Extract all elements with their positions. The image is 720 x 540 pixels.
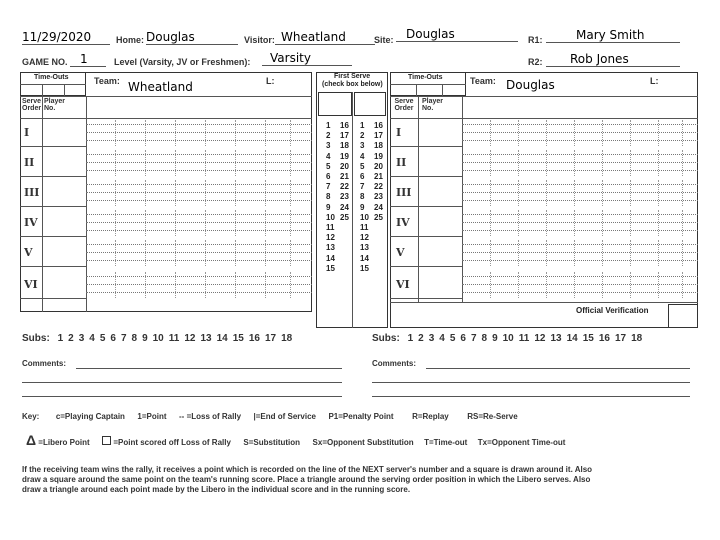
right-subs-label: Subs: — [372, 333, 400, 344]
right-rotation-6: VI — [396, 278, 410, 291]
running-score-left-a-number[interactable]: 7 — [326, 182, 331, 192]
left-player-no-label: Player No. — [44, 98, 66, 112]
sub-number[interactable]: 9 — [142, 333, 148, 344]
running-score-right-b-number[interactable]: 16 — [374, 121, 383, 130]
running-score-left-a-number[interactable]: 10 — [326, 212, 335, 222]
sub-number[interactable]: 2 — [68, 333, 74, 344]
running-score-left-b-number[interactable]: 22 — [340, 182, 349, 192]
visitor-team-field[interactable]: Wheatland — [275, 30, 375, 45]
running-score-left-a-number[interactable]: 9 — [326, 202, 331, 212]
running-score-left-a-number[interactable]: 4 — [326, 151, 331, 161]
site-label: Site: — [374, 35, 394, 45]
key-label: Key: — [22, 412, 40, 421]
triangle-icon: Δ — [26, 432, 37, 448]
running-score-right-a-number[interactable]: 9 — [360, 202, 365, 212]
running-score-right-a-number[interactable]: 5 — [360, 161, 365, 171]
sub-number[interactable]: 7 — [470, 333, 477, 344]
sub-number[interactable]: 10 — [152, 333, 164, 344]
date-field[interactable]: 11/29/2020 — [22, 30, 110, 45]
key-item: Sx=Opponent Substitution — [312, 438, 414, 447]
first-serve-label: First Serve — [334, 73, 371, 80]
running-score-right-a-number[interactable]: 6 — [360, 172, 365, 181]
left-score-line[interactable] — [86, 244, 312, 245]
right-score-line[interactable] — [462, 140, 698, 141]
running-score-left-b-number[interactable]: 16 — [340, 121, 349, 130]
left-score-line[interactable] — [86, 276, 312, 277]
sub-number[interactable]: 13 — [200, 333, 212, 344]
left-subs — [22, 333, 292, 344]
running-score-left-b-number[interactable]: 18 — [340, 141, 349, 151]
r1-field[interactable]: Mary Smith — [546, 28, 680, 43]
game-no-label: GAME NO. — [22, 57, 68, 67]
left-comments-line-3[interactable] — [22, 396, 342, 397]
official-verification-box[interactable] — [668, 304, 698, 328]
running-score-left-a-number[interactable]: 8 — [326, 192, 331, 202]
running-score-right-b-number[interactable]: 17 — [374, 131, 383, 141]
right-player-no-label: Player No. — [422, 98, 444, 112]
left-comments-line-2[interactable] — [22, 382, 342, 383]
left-rotation-6: VI — [24, 278, 38, 291]
right-score-line[interactable] — [462, 214, 698, 215]
site-field[interactable]: Douglas — [396, 27, 518, 42]
right-rotation-4: IV — [396, 216, 410, 229]
right-score-line[interactable] — [462, 124, 698, 125]
instruction-line: If the receiving team wins the rally, it receives a point which is recorded on the line of the NEXT server's number and a square is drawn around it. Also — [22, 465, 593, 474]
right-serve-order-label: Serve Order — [394, 98, 414, 112]
sub-number[interactable]: 18 — [631, 333, 643, 344]
right-score-line[interactable] — [462, 200, 698, 201]
left-serve-order-label: Serve Order — [22, 98, 42, 112]
instructions — [22, 465, 702, 495]
sub-number[interactable]: 4 — [89, 333, 95, 344]
sub-number[interactable]: 2 — [418, 333, 424, 344]
first-serve-checkbox-left[interactable] — [318, 92, 352, 116]
sub-number[interactable]: 12 — [534, 333, 546, 344]
running-score-left-a-number[interactable]: 2 — [326, 131, 331, 141]
game-no-field[interactable]: 1 — [70, 52, 106, 67]
left-score-line[interactable] — [86, 192, 312, 193]
left-score-line[interactable] — [86, 200, 312, 201]
key-row-2 — [26, 432, 565, 448]
sub-number[interactable]: 16 — [248, 333, 260, 344]
running-score-right-a-number[interactable]: 14 — [360, 253, 369, 263]
running-score-left-b-number[interactable]: 17 — [340, 131, 349, 141]
home-team-field[interactable]: Douglas — [146, 30, 238, 45]
key-item: S=Substitution — [243, 438, 301, 447]
sub-number[interactable]: 6 — [460, 333, 466, 344]
official-verification-label: Official Verification — [576, 306, 649, 315]
running-score-left-a-number[interactable]: 13 — [326, 243, 335, 253]
sub-number[interactable]: 3 — [428, 333, 435, 344]
sub-number[interactable]: 15 — [232, 333, 244, 344]
running-score-left-b-number[interactable]: 24 — [340, 202, 349, 212]
instruction-line: draw a square around the same point on the team's running score. Place a triangle around the serving order position in which the Libero serves. Also — [22, 475, 591, 484]
key-item: -- =Loss of Rally — [179, 412, 242, 421]
left-score-line[interactable] — [86, 132, 312, 133]
sub-number[interactable]: 17 — [614, 333, 627, 344]
visitor-label: Visitor: — [244, 35, 275, 45]
running-score-right-a-number[interactable]: 2 — [360, 131, 365, 141]
left-comments-line-1[interactable] — [76, 368, 342, 369]
sub-number[interactable]: 18 — [281, 333, 293, 344]
running-score-left-a-number[interactable]: 5 — [326, 161, 331, 171]
running-score-left-a-number[interactable]: 11 — [326, 223, 335, 232]
right-score-line[interactable] — [462, 154, 698, 155]
sub-number[interactable]: 9 — [492, 333, 498, 344]
right-team-label: Team: — [470, 76, 496, 86]
running-score-right-a-number[interactable]: 1 — [360, 121, 365, 130]
right-libero-label: L: — [650, 76, 659, 86]
running-score-right-a-number[interactable]: 10 — [360, 212, 369, 222]
running-score-right-b-number[interactable]: 25 — [374, 212, 383, 222]
right-score-line[interactable] — [462, 260, 698, 261]
left-score-line[interactable] — [86, 162, 312, 163]
running-score-right-a-number[interactable]: 3 — [360, 141, 365, 151]
right-score-line[interactable] — [462, 184, 698, 185]
running-score-left-b-number[interactable]: 19 — [340, 151, 349, 161]
left-rotation-5: V — [24, 246, 33, 259]
sub-number[interactable]: 10 — [502, 333, 514, 344]
key-item: =Point scored off Loss of Rally — [113, 438, 231, 447]
left-team-name[interactable]: Wheatland — [128, 80, 193, 94]
right-rotation-3: III — [396, 186, 412, 199]
first-serve-sublabel: (check box below) — [322, 81, 383, 88]
running-score-right-b-number[interactable]: 21 — [374, 172, 383, 181]
left-score-line[interactable] — [86, 284, 312, 285]
right-score-line[interactable] — [462, 292, 698, 293]
sub-number[interactable]: 1 — [407, 333, 414, 344]
running-score-left-a-number[interactable]: 12 — [326, 233, 335, 243]
left-rotation-3: III — [24, 186, 40, 199]
running-score-left-a-number[interactable]: 1 — [326, 121, 331, 130]
left-rotation-1: I — [24, 126, 30, 139]
left-team-label: Team: — [94, 76, 120, 86]
right-score-line[interactable] — [462, 192, 698, 193]
right-comments-label: Comments: — [372, 359, 417, 368]
key-item: c=Playing Captain — [55, 412, 125, 421]
sub-number[interactable]: 14 — [216, 333, 228, 344]
square-icon — [102, 436, 111, 445]
running-score-left-a-number[interactable]: 15 — [326, 263, 335, 273]
running-score-right-b-number[interactable]: 18 — [374, 141, 383, 151]
sub-number[interactable]: 5 — [99, 333, 106, 344]
key-item: 1=Point — [137, 412, 167, 421]
running-score-right-b-number[interactable]: 20 — [374, 161, 383, 171]
running-score-right-a-number[interactable]: 12 — [360, 233, 369, 243]
instruction-line: draw a triangle around each point made by the Libero in the individual score and in the running score. — [22, 485, 411, 494]
right-score-line[interactable] — [462, 222, 698, 223]
first-serve-checkbox-right[interactable] — [354, 92, 386, 116]
running-score-left-b-number[interactable]: 20 — [340, 161, 349, 171]
left-score-line[interactable] — [86, 154, 312, 155]
running-score-right-a-number[interactable]: 8 — [360, 192, 365, 202]
sub-number[interactable]: 7 — [120, 333, 127, 344]
left-libero-label: L: — [266, 76, 275, 86]
sub-number[interactable]: 8 — [481, 333, 488, 344]
right-timeouts-label: Time-Outs — [408, 74, 443, 81]
sub-number[interactable]: 15 — [582, 333, 594, 344]
sub-number[interactable]: 13 — [550, 333, 562, 344]
running-score-right-b-number[interactable]: 23 — [374, 192, 383, 202]
running-score-right-a-number[interactable]: 15 — [360, 263, 369, 273]
left-score-line[interactable] — [86, 140, 312, 141]
left-score-line[interactable] — [86, 230, 312, 231]
sub-number[interactable]: 14 — [566, 333, 578, 344]
sub-number[interactable]: 17 — [264, 333, 277, 344]
sub-number[interactable]: 5 — [449, 333, 456, 344]
left-timeouts-label: Time-Outs — [34, 74, 69, 81]
left-score-line[interactable] — [86, 292, 312, 293]
key-item: =Libero Point — [38, 438, 90, 447]
left-score-line[interactable] — [86, 252, 312, 253]
right-score-line[interactable] — [462, 252, 698, 253]
left-rotation-2: II — [24, 156, 35, 169]
running-score-right-b-number[interactable]: 24 — [374, 202, 383, 212]
left-comments-label: Comments: — [22, 359, 67, 368]
running-score-right-a-number[interactable]: 11 — [360, 223, 369, 232]
key-item: T=Time-out — [424, 438, 468, 447]
right-team-name[interactable]: Douglas — [506, 78, 555, 92]
right-rotation-2: II — [396, 156, 407, 169]
sub-number[interactable]: 16 — [598, 333, 610, 344]
level-field[interactable]: Varsity — [262, 51, 352, 66]
left-score-line[interactable] — [86, 260, 312, 261]
running-score-left-a-number[interactable]: 14 — [326, 253, 335, 263]
key-item: R=Replay — [412, 412, 449, 421]
sub-number[interactable]: 11 — [168, 333, 180, 344]
right-score-line[interactable] — [462, 162, 698, 163]
left-score-line[interactable] — [86, 170, 312, 171]
left-score-line[interactable] — [86, 184, 312, 185]
right-comments-line-1[interactable] — [426, 368, 690, 369]
running-score-left-b-number[interactable]: 25 — [340, 212, 349, 222]
key-item: P1=Penalty Point — [328, 412, 394, 421]
sub-number[interactable]: 11 — [518, 333, 530, 344]
r2-field[interactable]: Rob Jones — [546, 52, 680, 67]
left-score-line[interactable] — [86, 124, 312, 125]
right-score-line[interactable] — [462, 276, 698, 277]
running-score-right-a-number[interactable]: 7 — [360, 182, 365, 192]
sub-number[interactable]: 3 — [78, 333, 85, 344]
key-item: |=End of Service — [253, 412, 316, 421]
running-score-right-a-number[interactable]: 4 — [360, 151, 365, 161]
r2-label: R2: — [528, 57, 543, 67]
left-score-line[interactable] — [86, 214, 312, 215]
right-score-line[interactable] — [462, 244, 698, 245]
sub-number[interactable]: 4 — [439, 333, 445, 344]
sub-number[interactable]: 6 — [110, 333, 116, 344]
right-rotation-1: I — [396, 126, 402, 139]
left-score-line[interactable] — [86, 222, 312, 223]
running-score-right-b-number[interactable]: 19 — [374, 151, 383, 161]
right-score-line[interactable] — [462, 230, 698, 231]
right-comments-line-2[interactable] — [372, 382, 690, 383]
right-subs — [372, 333, 642, 344]
running-score-left-a-number[interactable]: 3 — [326, 141, 331, 151]
running-score-left-b-number[interactable]: 21 — [340, 172, 349, 181]
left-subs-label: Subs: — [22, 333, 50, 344]
key-item: RS=Re-Serve — [467, 412, 518, 421]
right-rotation-5: V — [396, 246, 405, 259]
right-comments-line-3[interactable] — [372, 396, 690, 397]
sub-number[interactable]: 1 — [57, 333, 64, 344]
right-score-line[interactable] — [462, 284, 698, 285]
right-score-line[interactable] — [462, 132, 698, 133]
running-score-left-b-number[interactable]: 23 — [340, 192, 349, 202]
key-row-1 — [22, 412, 518, 421]
running-score-right-b-number[interactable]: 22 — [374, 182, 383, 192]
right-score-line[interactable] — [462, 170, 698, 171]
running-score-left-a-number[interactable]: 6 — [326, 172, 331, 181]
home-label: Home: — [116, 35, 145, 45]
key-item: Tx=Opponent Time-out — [477, 438, 566, 447]
sub-number[interactable]: 8 — [131, 333, 138, 344]
sub-number[interactable]: 12 — [184, 333, 196, 344]
level-label: Level (Varsity, JV or Freshmen): — [114, 57, 251, 67]
left-rotation-4: IV — [24, 216, 38, 229]
r1-label: R1: — [528, 35, 543, 45]
running-score-right-a-number[interactable]: 13 — [360, 243, 369, 253]
